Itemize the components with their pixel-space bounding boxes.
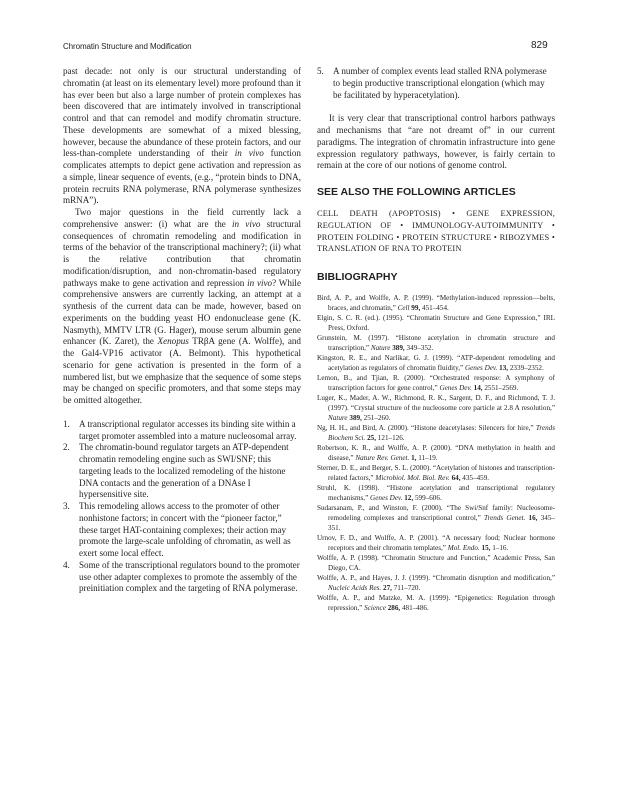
running-title: Chromatin Structure and Modification: [63, 42, 192, 51]
activation-steps-list: [63, 419, 301, 595]
paragraph-2: Two major questions in the field currently lack a comprehensive answer: (i) what are the in vivo structural consequences of chromatin remodeling and modification in terms of the behavior of the transcriptional machinery?; (ii) what is the relative contribution that chromatin modification/disruption, and non-chromatin-based regulatory pathways make to gene activation and repression in vivo? While comprehensive answers are currently lacking, an attempt at a synthesis of the current data can be made, however, based on experiments on the budding yeast HO endonuclease gene (K. Nasmyth), MMTV LTR (G. Hager), mouse serum albumin gene enhancer (K. Zaret), the Xenopus TRβA gene (A. Wolffe), and the Gal4-VP16 activator (A. Belmont). This hypothetical scenario for gene activation is presented in the form of a numbered list, but we emphasize that the sequence of some steps may be changed on specific promoters, and that some steps may be omitted altogether.: [63, 207, 301, 405]
list-item: 4. Some of the transcriptional regulators bound to the promoter use other adapter complexes to promote the assembly of the preinitiation complex and the targeting of RNA polymerase.: [63, 559, 300, 594]
list-item: 1. A transcriptional regulator accesses its binding site within a target promoter assembled into a mature nucleosomal array.: [63, 418, 297, 441]
see-also-list[interactable]: CELL DEATH (APOPTOSIS) • GENE EXPRESSION, REGULATION OF • IMMUNOLOGY-AUTOIMMUNITY • PROTEIN FOLDING • PROTEIN STRUCTURE • RIBOZYMES • TRANSLATION OF RNA TO PROTEIN: [317, 209, 555, 254]
bibliography-heading: BIBLIOGRAPHY: [317, 271, 398, 283]
bibliography-entry: Wolffe, A. P., and Matzke, M. A. (1999). “Epigenetics: Regulation through repression,” Science 286, 481–486.: [317, 594, 555, 612]
concluding-paragraph: It is very clear that transcriptional control harbors pathways and mechanisms that “are not dreamt of” in our current paradigms. The integration of chromatin infrastructure into gene expression regulatory pathways, however, is fairly certain to remain at the core of our notions of genome control.: [317, 113, 555, 171]
right-column: [317, 66, 555, 613]
bibliography-entry: Sudarsanam, P., and Winston, F. (2000). “The Swi/Snf family: Nucleosome-remodeling complexes and transcriptional control,” Trends Genet. 16, 345–351.: [317, 504, 555, 532]
page-number: 829: [531, 40, 548, 51]
activation-steps-list-continued: [317, 66, 555, 101]
paragraph-1: past decade: not only is our structural understanding of chromatin (at least on its elementary level) more profound than it has ever been but also a large number of protein complexes has been discovered that are intimately involved in transcriptional control and that can remodel and modify chromatin structure. These developments are somewhat of a mixed blessing, however, because the abundance of these protein factors, and our less-than-complete understanding of their in vivo function complicates attempts to depict gene activation and repression as a simple, linear sequence of events, (e.g., “protein binds to DNA, protein recruits RNA polymerase, RNA polymerase synthesizes mRNA”).: [63, 66, 301, 206]
bibliography-entry: Lemon, B., and Tjian, R. (2000). “Orchestrated response: A symphony of transcription factors for gene control,” Genes Dev. 14, 2551–2569.: [317, 374, 555, 392]
bibliography-entry: Ng, H. H., and Bird, A. (2000). “Histone deacetylases: Silencers for hire,” Trends Biochem Sci. 25, 121–126.: [317, 424, 555, 442]
bibliography-entry: Struhl, K. (1998). “Histone acetylation and transcriptional regulatory mechanisms,” Genes Dev. 12, 599–606.: [317, 484, 555, 502]
bibliography-entry: Wolffe, A. P., and Hayes, J. J. (1999). “Chromatin disruption and modification,” Nucleic Acids Res. 27, 711–720.: [317, 574, 555, 592]
bibliography-entry: Urnov, F. D., and Wolffe, A. P. (2001). “A necessary food; Nuclear hormone receptors and their chromatin templates,” Mol. Endo. 15, 1–16.: [317, 534, 555, 552]
list-item: 2. The chromatin-bound regulator targets an ATP-dependent chromatin remodeling engine such as SWI/SNF; this targeting leads to the localized remodeling of the histone DNA contacts and the generation of a DNAse I hypersensitive site.: [63, 442, 289, 500]
bibliography-entry: Sterner, D. E., and Berger, S. L. (2000). “Acetylation of histones and transcription-related factors,” Microbiol. Mol. Biol. Rev. 64, 435–459.: [317, 464, 555, 482]
bibliography-entry: Luger, K., Mader, A. W., Richmond, R. K., Sargent, D. F., and Richmond, T. J. (1997). “Crystal structure of the nucleosome core particle at 2.8 A resolution,” Nature 389, 251–260.: [317, 394, 555, 422]
bibliography-entry: Bird, A. P., and Wolffe, A. P. (1999). “Methylation-induced repression—belts, braces, and chromatin,” Cell 99, 451–454.: [317, 294, 555, 312]
left-column: [63, 66, 301, 595]
bibliography-entry: Robertson, K. R., and Wolffe, A. P. (2000). “DNA methylation in health and disease,” Nature Rev. Genet. 1, 11–19.: [317, 444, 555, 462]
bibliography-entry: Grunstein, M. (1997). “Histone acetylation in chromatin structure and transcription,” Nature 389, 349–352.: [317, 334, 555, 352]
bibliography-list: [317, 294, 555, 613]
bibliography-entry: Wolffe, A. P. (1998). “Chromatin Structure and Function,” Academic Press, San Diego, CA.: [317, 554, 555, 572]
bibliography-entry: Elgin, S. C. R. (ed.). (1995). “Chromatin Structure and Gene Expression,” IRL Press, Oxford.: [317, 314, 555, 332]
bibliography-entry: Kingston, R. E., and Narlikar, G. J. (1999). “ATP-dependent remodeling and acetylation as regulators of chromatin fluidity,” Genes Dev. 13, 2339–2352.: [317, 354, 555, 372]
list-item: 5. A number of complex events lead stalled RNA polymerase to begin productive transcriptional elongation (which may be facilitated by hyperacetylation).: [317, 66, 547, 100]
see-also-heading: SEE ALSO THE FOLLOWING ARTICLES: [317, 186, 516, 198]
list-item: 3. This remodeling allows access to the promoter of other nonhistone factors; in concert with the “pioneer factor,” these target HAT-containing complexes; their action may promote the large-scale unfolding of chromatin, as well as exert some local effect.: [63, 501, 291, 558]
